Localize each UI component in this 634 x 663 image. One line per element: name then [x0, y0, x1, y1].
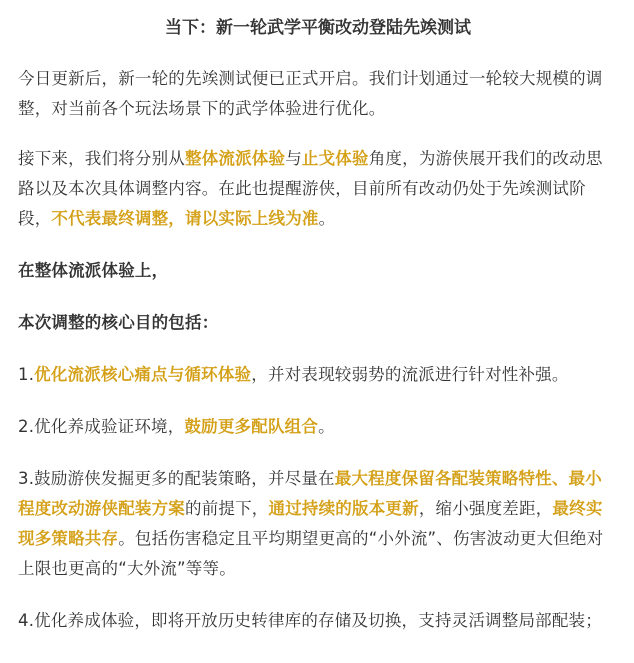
item2-end: 。 [318, 417, 335, 436]
next-text-c: 角度，为游侠展开我们的改动思 [368, 149, 603, 168]
core-goals-heading: 本次调整的核心目的包括： [18, 313, 219, 332]
next-text-b: 与 [285, 149, 302, 168]
section-heading: 在整体流派体验上， [18, 261, 169, 280]
next-paragraph [18, 144, 618, 234]
goal-item-3 [18, 464, 618, 584]
item1-rest: ，并对表现较弱势的流派进行针对性补强。 [251, 365, 569, 384]
item3-highlight-1: 最大程度保留各配装策略特性、最小 [334, 469, 602, 488]
next-line-2: 路以及本次具体调整内容。在此也提醒游侠，目前所有改动仍处于先竢测试阶 [18, 179, 586, 198]
intro-line-1: 今日更新后，新一轮的先竢测试便已正式开启。我们计划通过一轮较大规模的调 [18, 69, 603, 88]
item3-line-1 [18, 469, 602, 488]
item3-text-a: 3.鼓励游侠发掘更多的配装策略，并尽量在 [18, 469, 335, 488]
item3-text-b: 的前提下， [185, 499, 269, 518]
item3-line-3 [18, 529, 603, 548]
item3-highlight-3: 通过持续的版本更新 [268, 499, 419, 518]
item1-prefix: 1. [18, 365, 35, 384]
next-line-3 [18, 209, 335, 228]
item2-text: 2.优化养成验证环境， [18, 417, 185, 436]
item1-highlight: 优化流派核心痛点与循环体验 [34, 365, 252, 384]
highlight-disclaimer: 不代表最终调整，请以实际上线为准 [51, 209, 319, 228]
next-line-1 [18, 149, 603, 168]
item3-text-c: ，缩小强度差距， [418, 499, 553, 518]
intro-paragraph [18, 64, 618, 124]
next-text-d: 段， [18, 209, 52, 228]
item3-line-2 [18, 499, 603, 518]
intro-line-2: 整，对当前各个玩法场景下的武学体验进行优化。 [18, 99, 386, 118]
article-title: 当下：新一轮武学平衡改动登陆先竢测试 [165, 18, 471, 38]
goal-item-1 [18, 360, 618, 390]
goal-item-4 [18, 606, 618, 636]
highlight-overall-style: 整体流派体验 [185, 149, 286, 168]
item3-highlight-4: 最终实 [552, 499, 603, 518]
item3-text-d: 。包括伤害稳定且平均期望更高的“小外流”、伤害波动更大但绝对 [118, 529, 604, 548]
item3-highlight-5: 现多策略共存 [18, 529, 119, 548]
goal-item-2 [18, 412, 618, 442]
item3-line-4: 上限也更高的“大外流”等等。 [18, 559, 236, 578]
next-text-e: 。 [318, 209, 336, 228]
article [0, 14, 634, 663]
item4-text: 4.优化养成体验，即将开放历史转律库的存储及切换，支持灵活调整局部配装； [18, 611, 602, 630]
highlight-zhige: 止戈体验 [301, 149, 369, 168]
next-text-a: 接下来，我们将分别从 [18, 149, 185, 168]
item3-highlight-2: 程度改动游侠配装方案 [18, 499, 185, 518]
item2-highlight: 鼓励更多配队组合 [184, 417, 319, 436]
